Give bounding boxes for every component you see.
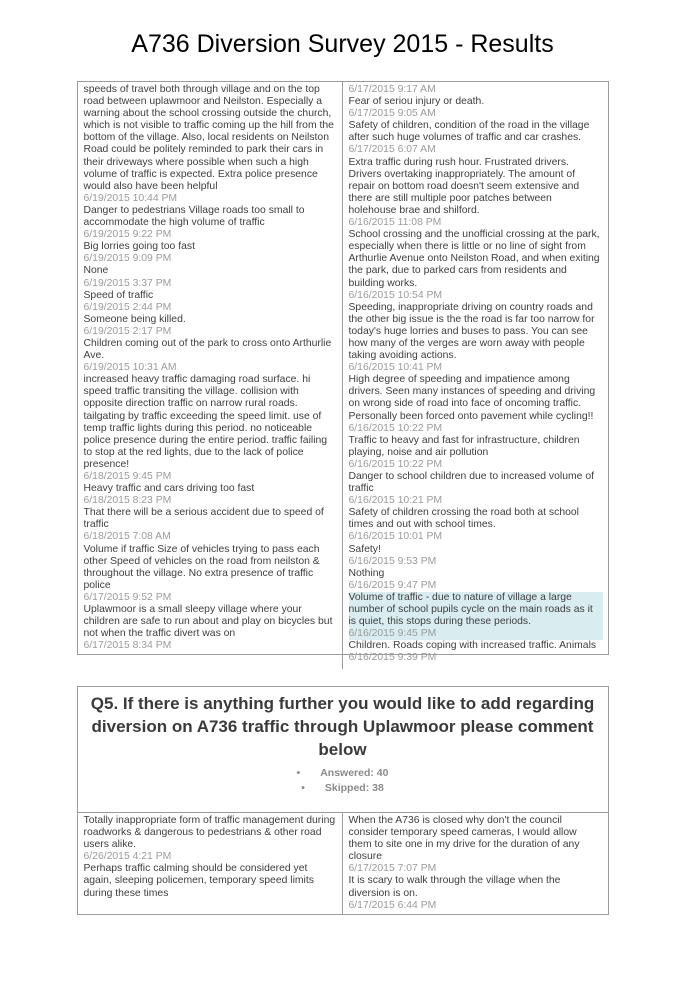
- response-timestamp: 6/19/2015 9:22 PM: [83, 229, 172, 241]
- response-text: Danger to school children due to increased volume of traffic: [348, 471, 594, 495]
- response-entry: [349, 157, 603, 230]
- response-timestamp: 6/16/2015 11:08 PM: [348, 217, 442, 229]
- response-text: Nothing: [348, 567, 385, 579]
- response-timestamp: 6/17/2015 9:52 PM: [83, 591, 172, 603]
- response-timestamp: 6/16/2015 10:21 PM: [348, 495, 443, 507]
- response-timestamp: 6/17/2015 9:17 AM: [348, 84, 436, 95]
- response-timestamp: 6/16/2015 9:53 PM: [348, 555, 437, 567]
- response-entry: [84, 84, 337, 205]
- response-text: That there will be a serious accident due to speed of traffic: [83, 507, 324, 531]
- response-entry: [84, 544, 337, 604]
- q5-skipped-label: Skipped: 38: [324, 782, 384, 794]
- response-entry: [84, 338, 337, 374]
- response-text: Extra traffic during rush hour. Frustrated drivers. Drivers overtaking inappropriately. The amount of repair on bottom road doesn't seem extensive and there are still multiple poor patches between holehouse brae and shilford.: [348, 156, 580, 216]
- q5-stats: [90, 766, 596, 796]
- response-timestamp: 6/18/2015 7:08 AM: [83, 531, 171, 543]
- response-entry: [349, 96, 603, 120]
- q5-left-column: [78, 813, 343, 914]
- response-timestamp: 6/16/2015 9:39 PM: [348, 652, 437, 664]
- response-entry: [349, 815, 603, 875]
- response-text: Someone being killed.: [83, 313, 186, 325]
- response-entry: [349, 471, 603, 507]
- response-entry: [349, 120, 603, 156]
- q5-responses-table: [78, 813, 608, 914]
- response-timestamp: 6/17/2015 9:05 AM: [348, 108, 436, 120]
- responses-table: [77, 81, 609, 664]
- response-text: Danger to pedestrians Village roads too small to accommodate the high volume of traffic: [83, 204, 305, 229]
- response-entry: [349, 302, 603, 375]
- response-timestamp: 6/17/2015 7:07 PM: [348, 863, 437, 875]
- response-text: Fear of seriou injury or death.: [348, 96, 485, 108]
- q5-header: [78, 687, 608, 813]
- response-timestamp: 6/19/2015 2:44 PM: [83, 301, 172, 313]
- response-timestamp: 6/16/2015 9:47 PM: [348, 579, 437, 591]
- response-text: Children coming out of the park to cross onto Arthurlie Ave.: [83, 337, 332, 362]
- response-entry: [349, 435, 603, 471]
- response-entry: [84, 205, 337, 241]
- response-timestamp: 6/16/2015 10:22 PM: [348, 458, 443, 470]
- q5-skipped-stat: [90, 781, 596, 796]
- response-text: Safety of children, condition of the road in the village after such huge volumes of traffic and car crashes.: [348, 120, 590, 144]
- q5-answered-label: Answered: 40: [320, 767, 389, 779]
- response-timestamp: 6/16/2015 9:45 PM: [348, 628, 437, 640]
- response-entry: [84, 290, 337, 314]
- response-text: School crossing and the unofficial crossing at the park, especially when there is little or no line of sight from Arthurlie Avenue onto Neilston Road, and when exiting the park, due to parked cars from residents and building works.: [348, 229, 600, 289]
- response-text: Perhaps traffic calming should be considered yet again, sleeping policemen, temporary speed limits during these times: [83, 863, 314, 899]
- response-entry: [84, 265, 337, 289]
- response-timestamp: 6/26/2015 4:21 PM: [83, 851, 172, 863]
- response-timestamp: 6/18/2015 8:23 PM: [83, 495, 172, 507]
- response-timestamp: 6/19/2015 9:09 PM: [83, 253, 172, 265]
- response-entry: [349, 568, 603, 592]
- response-entry: [349, 592, 603, 640]
- response-timestamp: 6/19/2015 10:31 AM: [83, 362, 177, 374]
- response-entry: [84, 314, 337, 338]
- response-text: Children. Roads coping with increased traffic. Animals: [348, 640, 597, 652]
- response-timestamp: 6/19/2015 10:44 PM: [83, 192, 178, 204]
- bullet-icon: •: [301, 782, 305, 794]
- responses-right-column: [343, 82, 608, 669]
- response-text: Volume of traffic - due to nature of village a large number of school pupils cycle on the main roads as it is quiet, this stops during these periods.: [348, 591, 593, 628]
- response-entry: [84, 241, 337, 265]
- response-entry: [84, 507, 337, 543]
- response-entry: [84, 815, 337, 863]
- response-entry: [84, 863, 337, 899]
- response-text: When the A736 is closed why don't the council consider temporary speed cameras, I would allow them to site one in my drive for the duration of any closure: [348, 815, 580, 863]
- response-text: Big lorries going too fast: [83, 241, 195, 253]
- response-entry: [349, 84, 603, 96]
- response-timestamp: 6/19/2015 2:17 PM: [83, 325, 172, 337]
- response-timestamp: 6/16/2015 10:54 PM: [348, 289, 443, 301]
- response-text: High degree of speeding and impatience among drivers. Seen many instances of speeding and driving on wrong side of road into face of oncoming traffic. Personally been forced onto pavement while cycling!!: [348, 374, 596, 422]
- response-text: Safety of children crossing the road both at school times and out with school times.: [348, 507, 579, 531]
- response-text: Uplawmoor is a small sleepy village where your children are safe to run about and play on bicycles but not when the traffic divert was on: [83, 604, 333, 640]
- response-timestamp: 6/18/2015 9:45 PM: [83, 471, 172, 482]
- response-timestamp: 6/16/2015 10:41 PM: [348, 362, 443, 374]
- responses-left-column: [78, 82, 343, 669]
- response-timestamp: 6/16/2015 10:01 PM: [348, 531, 443, 543]
- response-text: None: [83, 265, 109, 277]
- q5-section: [77, 686, 609, 915]
- response-text: Volume if traffic Size of vehicles trying to pass each other Speed of vehicles on the road from neilston & throughout the village. No extra presence of traffic police: [83, 543, 320, 591]
- response-text: Traffic to heavy and fast for infrastructure, children playing, noise and air pollution: [348, 434, 580, 458]
- response-text: Speed of traffic: [83, 289, 154, 301]
- response-entry: [84, 483, 337, 507]
- response-entry: [349, 544, 603, 568]
- response-entry: [349, 374, 603, 434]
- response-entry: [349, 640, 603, 664]
- response-entry: [84, 374, 337, 483]
- response-text: Heavy traffic and cars driving too fast: [83, 483, 255, 495]
- response-entry: [84, 604, 337, 652]
- response-entry: [349, 875, 603, 911]
- response-timestamp: 6/16/2015 10:22 PM: [348, 422, 443, 434]
- q5-question-title: Q5. If there is anything further you would like to add regarding diversion on A736 traffic through Uplawmoor please comment below: [90, 694, 595, 759]
- q5-answered-stat: [90, 766, 596, 781]
- response-timestamp: 6/17/2015 6:44 PM: [348, 899, 437, 911]
- response-entry: [349, 229, 603, 302]
- response-timestamp: 6/17/2015 6:07 AM: [348, 144, 436, 156]
- response-text: Totally inappropriate form of traffic management during roadworks & dangerous to pedestrians & other road users alike.: [83, 815, 336, 851]
- response-text: speeds of travel both through village and on the top road between uplawmoor and Neilston. Especially a warning about the school crossing outside the church, which is not visible to traffic coming up the hill from the bottom of the village. Also, local residents on Neilston Road could be politely reminded to park their cars in their driveways where possible when such a high volume of traffic is expected. Extra police presence would also have been helpful: [83, 84, 334, 192]
- response-timestamp: 6/17/2015 8:34 PM: [83, 640, 172, 652]
- q5-right-column: [343, 813, 608, 914]
- response-entry: [349, 507, 603, 543]
- page-title: A736 Diversion Survey 2015 - Results: [131, 30, 554, 58]
- response-timestamp: 6/19/2015 3:37 PM: [83, 277, 172, 289]
- response-text: Speeding, inappropriate driving on country roads and the other big issue is the the road is far too narrow for today's huge lorries and buses to pass. You can see how many of the verges are worn away with people taking avoiding actions.: [348, 301, 595, 362]
- response-text: increased heavy traffic damaging road surface. hi speed traffic transiting the village. collision with opposite direction traffic on narrow rural roads. tailgating by traffic exceeding the speed limit. use of temp traffic lights during this period. no noticeable police presence during the entire period. traffic failing to stop at the red lights, due to the lack of police presence!: [83, 374, 328, 470]
- response-text: Safety!: [348, 543, 381, 555]
- response-text: It is scary to walk through the village when the diversion is on.: [348, 875, 561, 899]
- bullet-icon: •: [296, 767, 301, 779]
